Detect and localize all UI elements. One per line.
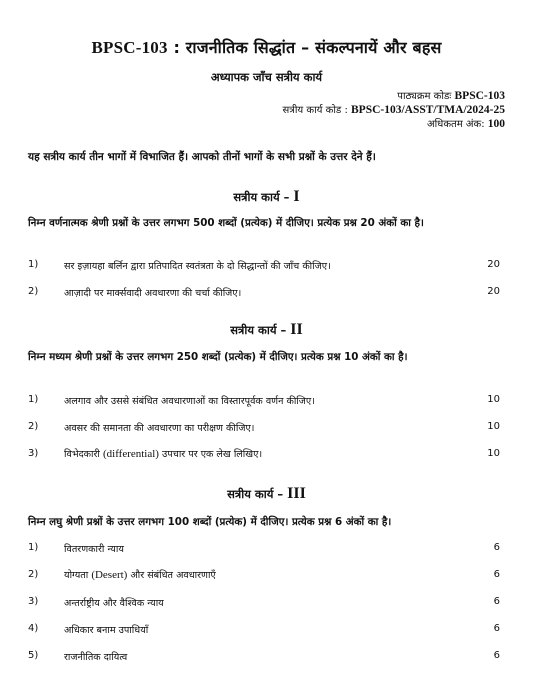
question-text-part: विभेदकारी: [64, 449, 103, 460]
question-marks: 6: [493, 650, 500, 661]
question-marks: 10: [487, 448, 500, 459]
section-numeral: III: [287, 485, 306, 502]
question-text: अधिकार बनाम उपाधियाँ: [64, 625, 149, 636]
question-number: 2): [28, 569, 39, 580]
title-course-code: BPSC-103: [91, 38, 168, 57]
section-heading-3: [0, 485, 533, 503]
question-number: 5): [28, 650, 39, 661]
question-marks: 6: [493, 623, 500, 634]
question-marks: 6: [493, 596, 500, 607]
section-numeral: II: [290, 321, 303, 338]
section-heading-1: [0, 188, 533, 206]
question-marks: 6: [493, 542, 500, 553]
intro-text: यह सत्रीय कार्य तीन भागों में विभाजित हैं। आपको तीनों भागों के सभी प्रश्नों के उत्तर देने हैं।: [28, 151, 376, 163]
question-number: 1): [28, 394, 39, 405]
question-text: [64, 568, 216, 581]
question-text-part: उपचार पर एक लेख लिखिए।: [158, 449, 263, 460]
question-text: सर इज़ायहा बर्लिन द्वारा प्रतिपादित स्वतंत्रता के दो सिद्धान्तों की जाँच कीजिए।: [64, 261, 331, 272]
question-text-part: और संबंधित अवधारणाएँ: [127, 570, 216, 581]
question-number: 1): [28, 542, 39, 553]
question-text-part: योग्यता: [64, 570, 92, 581]
question-marks: 20: [487, 286, 500, 297]
page-title: [0, 36, 533, 58]
assignment-code-value: BPSC-103/ASST/TMA/2024-25: [351, 104, 505, 116]
course-code-label: पाठ्यक्रम कोडः: [397, 91, 452, 102]
section-instruction-1: निम्न वर्णनात्मक श्रेणी प्रश्नों के उत्तर लगभग 500 शब्दों (प्रत्येक) में दीजिए। प्रत्येक प्रश्न 20 अंकों का है।: [28, 217, 424, 229]
question-text: अलगाव और उससे संबंधित अवधारणाओं का विस्तारपूर्वक वर्णन कीजिए।: [64, 396, 315, 407]
section-numeral: I: [293, 188, 300, 205]
question-marks: 6: [493, 569, 500, 580]
page-subtitle: अध्यापक जाँच सत्रीय कार्य: [210, 70, 323, 84]
assignment-code-label: सत्रीय कार्य कोड :: [282, 105, 348, 116]
question-text: अन्तर्राष्ट्रीय और वैश्विक न्याय: [64, 598, 164, 609]
section-heading-2: [0, 321, 533, 339]
question-text-english-term: (differential): [102, 448, 159, 460]
section-instruction-3: निम्न लघु श्रेणी प्रश्नों के उत्तर लगभग 100 शब्दों (प्रत्येक) में दीजिए। प्रत्येक प्रश्न 6 अंकों का है।: [28, 516, 392, 528]
question-number: 4): [28, 623, 39, 634]
question-text: राजनीतिक दायित्व: [64, 652, 128, 663]
max-marks-value: 100: [487, 118, 505, 130]
question-number: 2): [28, 286, 39, 297]
section-label: सत्रीय कार्य –: [230, 323, 287, 337]
question-marks: 10: [487, 394, 500, 405]
title-text: : राजनीतिक सिद्धांत – संकल्पनायें और बहस: [167, 38, 442, 57]
question-number: 1): [28, 259, 39, 270]
question-marks: 20: [487, 259, 500, 270]
course-code-value: BPSC-103: [454, 90, 505, 102]
max-marks-line: [427, 116, 505, 130]
section-instruction-2: निम्न मध्यम श्रेणी प्रश्नों के उत्तर लगभग 250 शब्दों (प्रत्येक) में दीजिए। प्रत्येक प्रश्न 10 अंकों का है।: [28, 351, 408, 363]
section-label: सत्रीय कार्य –: [233, 190, 290, 204]
question-text: वितरणकारी न्याय: [64, 544, 124, 555]
question-text: आज़ादी पर मार्क्सवादी अवधारणा की चर्चा कीजिए।: [64, 288, 242, 299]
course-code-line: [397, 88, 505, 102]
assignment-code-line: [283, 102, 505, 116]
question-text: अवसर की समानता की अवधारणा का परीक्षण कीजिए।: [64, 423, 255, 434]
question-number: 3): [28, 448, 39, 459]
section-label: सत्रीय कार्य –: [227, 487, 284, 501]
question-text-english-term: (Desert): [91, 569, 128, 581]
question-number: 2): [28, 421, 39, 432]
question-text: [64, 447, 262, 460]
question-number: 3): [28, 596, 39, 607]
question-marks: 10: [487, 421, 500, 432]
max-marks-label: अधिकतम अंक:: [426, 119, 485, 130]
